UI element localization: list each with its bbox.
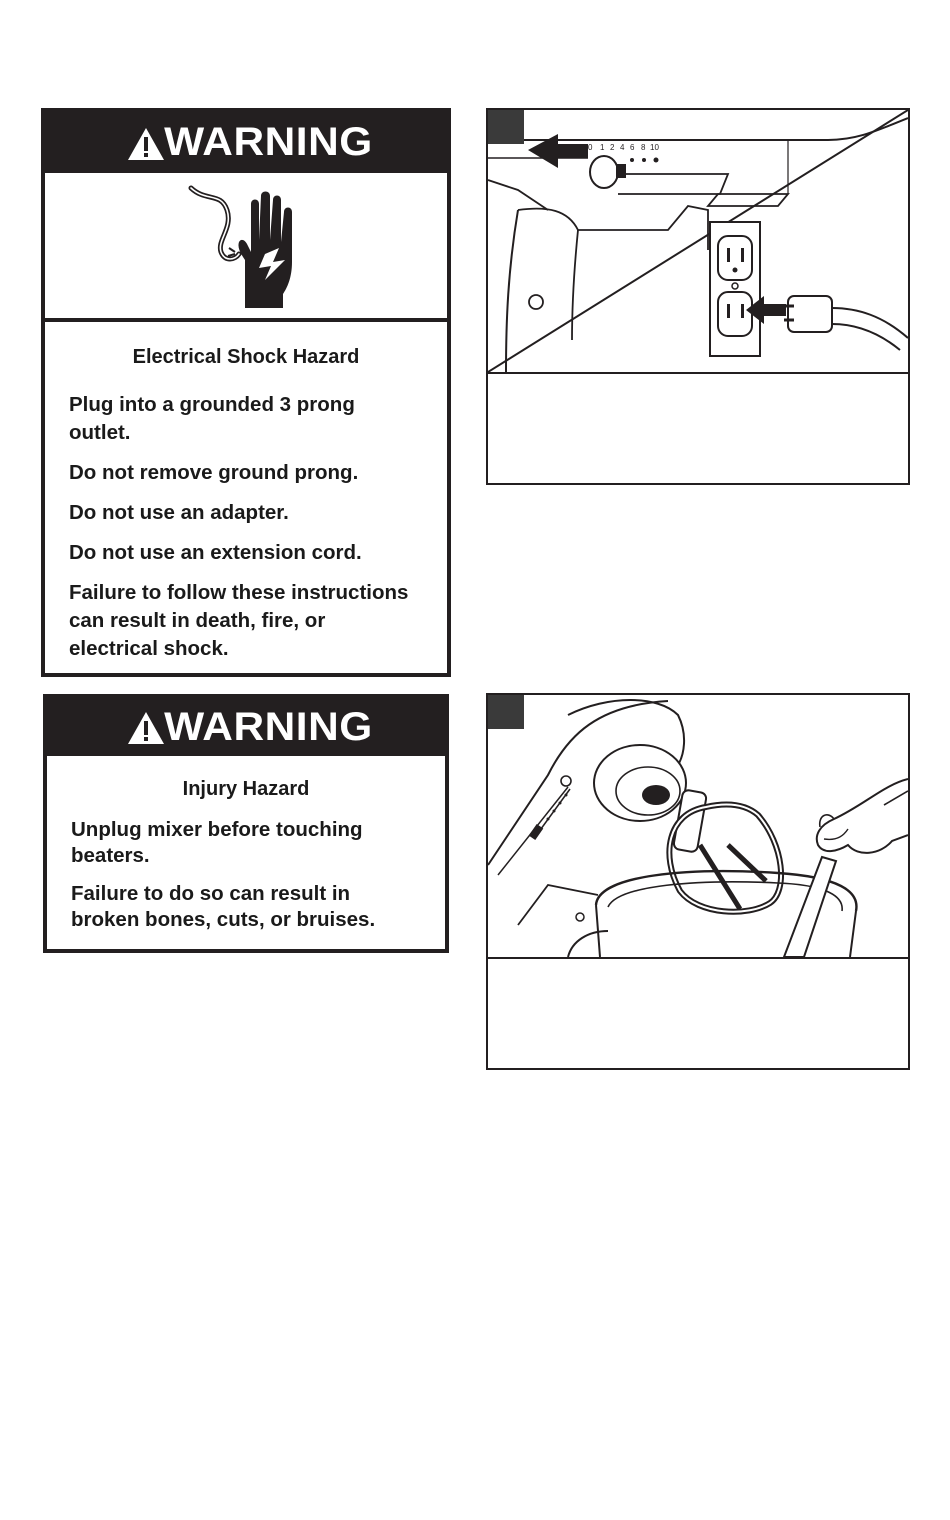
speed-label: 10 — [650, 143, 659, 152]
figure-illustration — [488, 110, 908, 374]
speed-label: 4 — [620, 143, 625, 152]
figure-unplug-mixer — [486, 108, 910, 485]
figure-beater-bowl — [486, 693, 910, 1070]
warning-body — [45, 322, 447, 663]
warning-injury — [43, 694, 449, 953]
warning-electrical-shock — [41, 108, 451, 677]
figure-caption — [488, 374, 908, 485]
speed-label: 8 — [641, 143, 646, 152]
warning-header — [45, 112, 447, 173]
hazard-symbol-area — [45, 173, 447, 322]
warning-header-text: WARNING — [163, 120, 373, 164]
warning-header — [47, 698, 445, 756]
figure-illustration — [488, 695, 908, 959]
speed-label: 6 — [630, 143, 635, 152]
speed-label: 2 — [610, 143, 615, 152]
warning-line: Failure to follow these instructions can result in death, fire, or electrical shock. — [69, 581, 409, 660]
alert-triangle-icon — [126, 126, 166, 162]
hazard-title: Electrical Shock Hazard — [132, 346, 360, 368]
mixer-beater-illustration — [488, 695, 908, 957]
warning-line: Do not use an extension cord. — [69, 541, 362, 564]
speed-label: 0 — [588, 143, 593, 152]
figure-caption — [488, 959, 908, 1070]
warning-header-text: WARNING — [163, 704, 373, 749]
warning-line: Do not remove ground prong. — [69, 461, 359, 484]
warning-line: Do not use an adapter. — [69, 501, 289, 524]
warning-line: Unplug mixer before touching beaters. — [71, 818, 363, 867]
step-number-badge — [488, 110, 524, 144]
warning-body — [47, 756, 445, 933]
alert-triangle-icon — [126, 710, 166, 746]
hazard-title: Injury Hazard — [182, 778, 310, 800]
mixer-outlet-illustration — [488, 110, 908, 372]
step-number-badge — [488, 695, 524, 729]
warning-line: Failure to do so can result in broken bones, cuts, or bruises. — [71, 882, 376, 931]
electric-shock-hand-icon — [181, 182, 311, 310]
warning-line: Plug into a grounded 3 prong outlet. — [69, 393, 355, 444]
speed-label: 1 — [600, 143, 605, 152]
